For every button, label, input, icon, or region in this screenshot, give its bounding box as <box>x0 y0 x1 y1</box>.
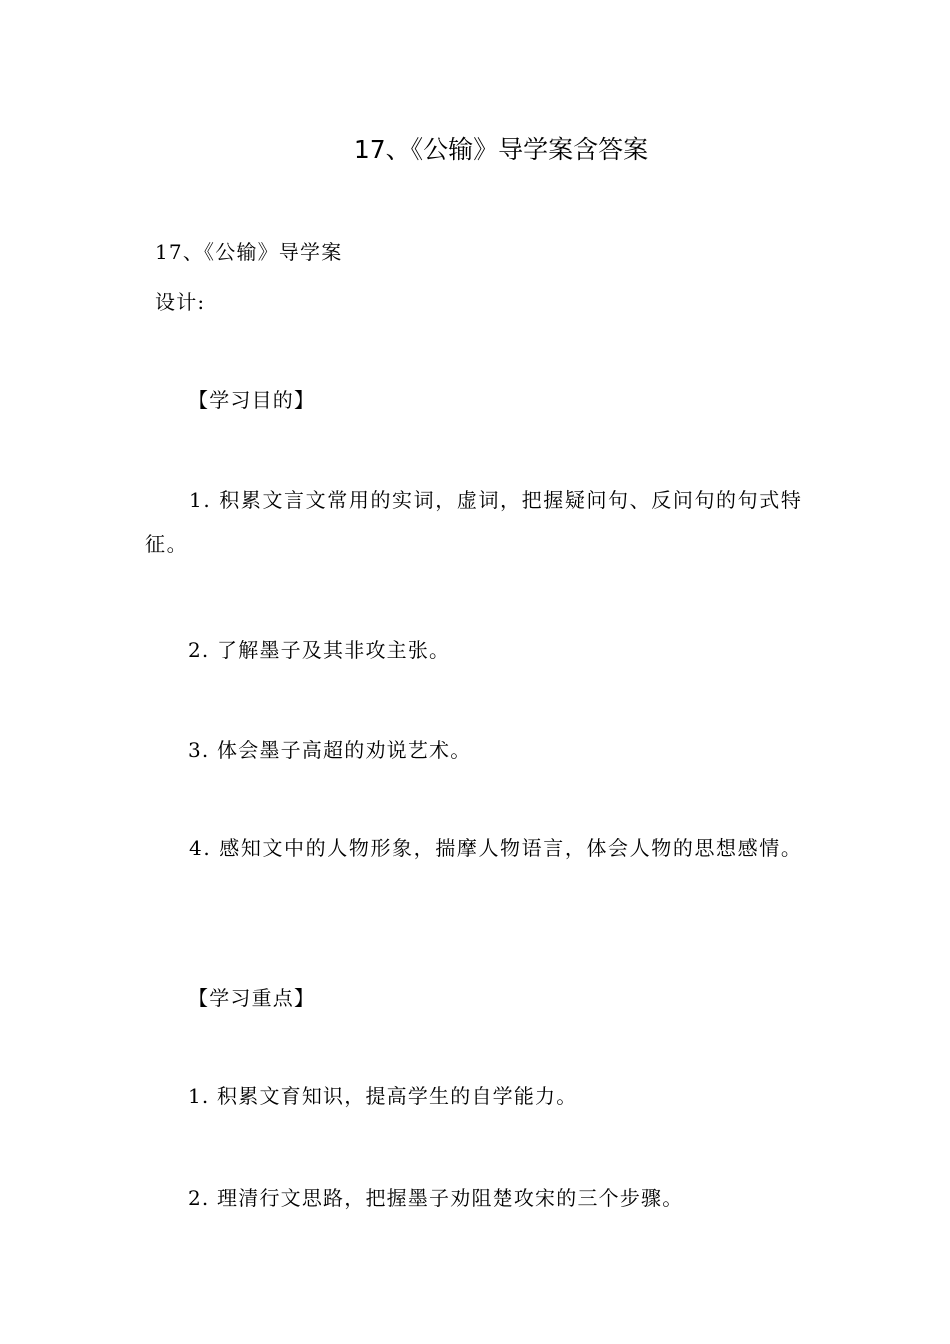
design-label: 设计: <box>155 290 206 314</box>
section-heading-goals: 【学习目的】 <box>188 388 316 412</box>
focus-item-2: 2. 理清行文思路，把握墨子劝阻楚攻宋的三个步骤。 <box>188 1186 684 1210</box>
goal-item-4: 4. 感知文中的人物形象，揣摩人物语言，体会人物的思想感情。 <box>189 836 803 860</box>
goal-item-3: 3. 体会墨子高超的劝说艺术。 <box>188 738 472 762</box>
focus-item-1: 1. 积累文育知识，提高学生的自学能力。 <box>188 1084 578 1108</box>
goal-item-1: 1. 积累文言文常用的实词，虚词，把握疑问句、反问句的句式特征。 <box>145 488 803 556</box>
document-title: 17、《公输》导学案含答案 <box>353 135 649 164</box>
section-heading-focus: 【学习重点】 <box>188 986 316 1010</box>
goal-item-2: 2. 了解墨子及其非攻主张。 <box>188 638 451 662</box>
subtitle: 17、《公输》导学案 <box>155 240 343 264</box>
